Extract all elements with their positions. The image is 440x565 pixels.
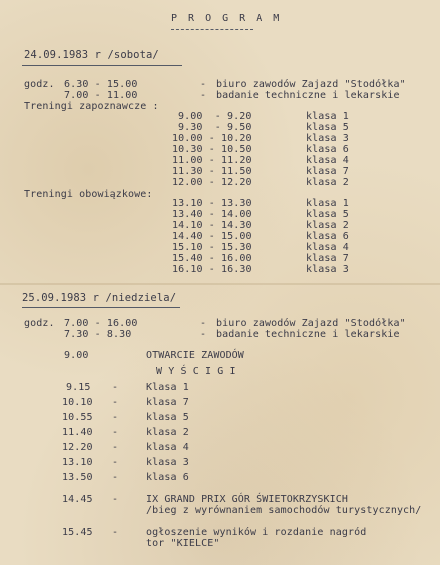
trening2-time: 16.10 - 16.30 <box>172 264 252 275</box>
race-time: 10.55 <box>62 412 93 423</box>
day2-row2-time: 7.30 - 8.30 <box>64 329 132 340</box>
day1-godz-label: godz. <box>24 79 55 90</box>
trening1-klasa: klasa 3 <box>306 133 349 144</box>
dash: - <box>200 329 207 340</box>
dash: - <box>200 318 207 329</box>
trening1-time: 10.00 - 10.20 <box>172 133 252 144</box>
race-time: 13.50 <box>62 472 93 483</box>
trening2-time: 14.40 - 15.00 <box>172 231 252 242</box>
day1-date: 24.09.1983 r /sobota/ <box>24 49 159 61</box>
trening1-klasa: klasa 4 <box>306 155 349 166</box>
race-klasa: klasa 3 <box>146 457 189 468</box>
races-heading: W Y Ś C I G I <box>156 366 236 377</box>
grand-prix-title: IX GRAND PRIX GÓR ŚWIETOKRZYSKICH <box>146 494 348 505</box>
trening1-klasa: klasa 7 <box>306 166 349 177</box>
dash: - <box>112 397 119 408</box>
results-time: 15.45 <box>62 527 93 538</box>
trening2-klasa: klasa 5 <box>306 209 349 220</box>
opening-text: OTWARCIE ZAWODÓW <box>146 350 244 361</box>
page-title: P R O G R A M <box>171 13 282 24</box>
trening1-klasa: klasa 1 <box>306 111 349 122</box>
race-time: 10.10 <box>62 397 93 408</box>
race-klasa: klasa 5 <box>146 412 189 423</box>
day2-date: 25.09.1983 r /niedziela/ <box>22 292 177 304</box>
results-text: ogłoszenie wyników i rozdanie nagród <box>146 527 367 538</box>
day2-godz-label: godz. <box>24 318 55 329</box>
trening2-klasa: klasa 4 <box>306 242 349 253</box>
dash: - <box>112 527 119 538</box>
trening2-time: 15.10 - 15.30 <box>172 242 252 253</box>
trening1-time: 11.00 - 11.20 <box>172 155 252 166</box>
paper-fold <box>0 283 440 285</box>
day1-row1-time: 6.30 - 15.00 <box>64 79 138 90</box>
trening1-time: 12.00 - 12.20 <box>172 177 252 188</box>
dash: - <box>112 494 119 505</box>
day2-row1-text: biuro zawodów Zajazd "Stodółka" <box>216 318 406 329</box>
race-klasa: klasa 2 <box>146 427 189 438</box>
dash: - <box>112 442 119 453</box>
day1-row1-text: biuro zawodów Zajazd "Stodółka" <box>216 79 406 90</box>
trening1-klasa: klasa 2 <box>306 177 349 188</box>
trening2-time: 13.40 - 14.00 <box>172 209 252 220</box>
trening2-time: 15.40 - 16.00 <box>172 253 252 264</box>
trening1-time: 9.30 - 9.50 <box>178 122 252 133</box>
day2-row1-time: 7.00 - 16.00 <box>64 318 138 329</box>
race-time: 11.40 <box>62 427 93 438</box>
trening2-klasa: klasa 7 <box>306 253 349 264</box>
race-klasa: klasa 7 <box>146 397 189 408</box>
trening1-klasa: klasa 5 <box>306 122 349 133</box>
race-time: 9.15 <box>66 382 91 393</box>
race-time: 12.20 <box>62 442 93 453</box>
trening1-time: 10.30 - 10.50 <box>172 144 252 155</box>
trening2-time: 14.10 - 14.30 <box>172 220 252 231</box>
trening1-klasa: klasa 6 <box>306 144 349 155</box>
dash: - <box>112 427 119 438</box>
race-klasa: klasa 6 <box>146 472 189 483</box>
day2-row2-text: badanie techniczne i lekarskie <box>216 329 400 340</box>
trening2-klasa: klasa 6 <box>306 231 349 242</box>
race-klasa: klasa 4 <box>146 442 189 453</box>
trening1-time: 9.00 - 9.20 <box>178 111 252 122</box>
dash: - <box>112 457 119 468</box>
opening-time: 9.00 <box>64 350 89 361</box>
dash: - <box>112 472 119 483</box>
trening1-label: Treningi zapoznawcze : <box>24 101 159 112</box>
day1-row2-text: badanie techniczne i lekarskie <box>216 90 400 101</box>
trening2-klasa: klasa 3 <box>306 264 349 275</box>
day1-row2-time: 7.00 - 11.00 <box>64 90 138 101</box>
trening1-time: 11.30 - 11.50 <box>172 166 252 177</box>
results-venue: tor "KIELCE" <box>146 538 220 549</box>
grand-prix-subtitle: /bieg z wyrównaniem samochodów turystycznych/ <box>146 505 422 516</box>
trening2-time: 13.10 - 13.30 <box>172 198 252 209</box>
trening2-klasa: klasa 1 <box>306 198 349 209</box>
dash: - <box>112 382 119 393</box>
title-underline <box>171 29 253 30</box>
dash: - <box>200 79 207 90</box>
trening2-label: Treningi obowiązkowe: <box>24 189 153 200</box>
dash: - <box>112 412 119 423</box>
dash: - <box>200 90 207 101</box>
race-time: 13.10 <box>62 457 93 468</box>
day1-underline <box>22 65 182 66</box>
race-klasa: Klasa 1 <box>146 382 189 393</box>
day2-underline <box>22 307 180 308</box>
trening2-klasa: klasa 2 <box>306 220 349 231</box>
grand-prix-time: 14.45 <box>62 494 93 505</box>
